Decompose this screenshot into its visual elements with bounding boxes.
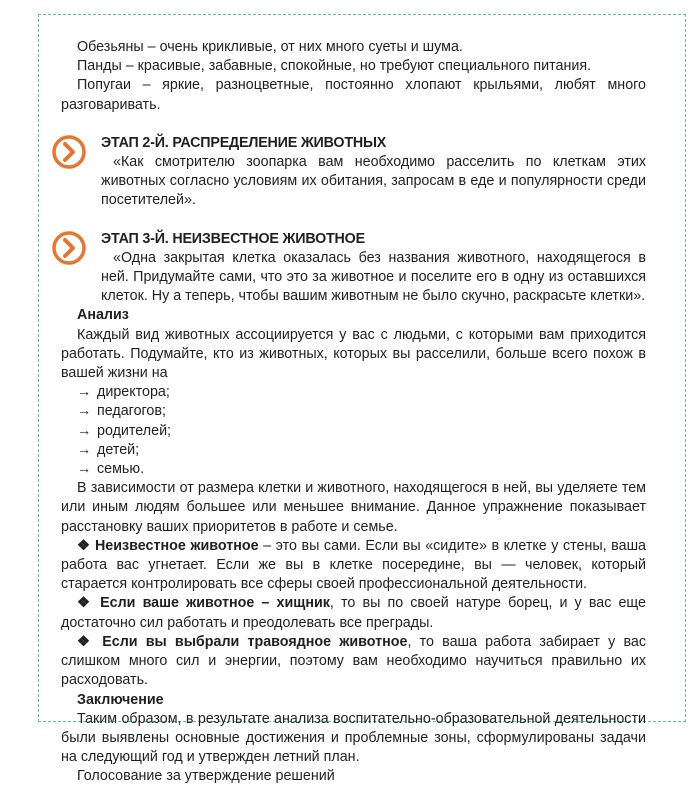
arrow-right-icon: → xyxy=(77,384,92,401)
diamond-bullet-icon: ❖ xyxy=(77,595,93,612)
stage-3-title: ЭТАП 3-Й. НЕИЗВЕСТНОЕ ЖИВОТНОЕ xyxy=(101,230,365,247)
analysis-list xyxy=(61,383,646,479)
intro-line-pandas: Панды – красивые, забавные, спокойные, но требуют специального питания. xyxy=(77,58,592,75)
list-item: → педагогов; xyxy=(77,402,646,421)
stage-2-text: «Как смотрителю зоопарка вам необходимо расселить по клеткам этих животных согласно условиям их обитания, запросам в еде и популярности среди посетителей». xyxy=(101,154,646,209)
chevron-right-circle-icon xyxy=(51,230,87,266)
document-body xyxy=(61,38,646,787)
conclusion-heading: Заключение xyxy=(77,691,164,708)
list-item: → директора; xyxy=(77,383,646,402)
analysis-after: В зависимости от размера клетки и животного, находящегося в ней, вы уделяете тем или иным людям большее или меньшее внимание. Данное упражнение показывает расстановку ваших приоритетов в работе и семье. xyxy=(61,480,646,535)
diamond-bullet-icon: ❖ xyxy=(77,633,95,650)
bullet-herbivore: ❖ Если вы выбрали травоядное животное, то ваша работа забирает у вас слишком много сил и энергии, поэтому вам необходимо научиться правильно их расходовать. xyxy=(61,633,646,689)
arrow-right-icon: → xyxy=(77,422,92,439)
diamond-bullet-icon: ❖ xyxy=(77,537,91,554)
chevron-right-circle-icon xyxy=(51,134,87,170)
bullet-predator: ❖ Если ваше животное – хищник, то вы по своей натуре борец, и у вас еще достаточно сил работать и преодолевать все преграды. xyxy=(61,595,646,631)
list-item: → детей; xyxy=(77,441,646,460)
list-item: → родителей; xyxy=(77,422,646,441)
intro-line-monkeys: Обезьяны – очень крикливые, от них много суеты и шума. xyxy=(77,39,463,55)
arrow-right-icon: → xyxy=(77,461,92,478)
stage-2-title: ЭТАП 2-Й. РАСПРЕДЕЛЕНИЕ ЖИВОТНЫХ xyxy=(101,134,387,151)
stage-3-section xyxy=(61,230,646,307)
conclusion-vote: Голосование за утверждение решений xyxy=(77,768,335,785)
intro-line-parrots: Попугаи – яркие, разноцветные, постоянно хлопают крыльями, любят много разговаривать. xyxy=(61,77,646,113)
stage-3-text: «Одна закрытая клетка оказалась без названия животного, находящегося в ней. Придумайте сами, что это за животное и поселите его в одну из оставшихся клеток. Ну а теперь, чтобы вашим животным не было скучно, раскрасьте клетки». xyxy=(101,249,646,305)
conclusion-text: Таким образом, в результате анализа воспитательно-образовательной деятельности были выявлены основные достижения и проблемные зоны, сформулированы задачи на следующий год и утвержден летний план. xyxy=(61,710,646,766)
bullet-unknown-animal: ❖ Неизвестное животное – это вы сами. Если вы «сидите» в клетке у стены, ваша работа вас угнетает. Если же вы в клетке посередине, вы — человек, который старается контролировать все сферы своей профессиональной деятельности. xyxy=(61,537,646,593)
analysis-heading: Анализ xyxy=(77,307,129,324)
list-item: → семью. xyxy=(77,460,646,479)
arrow-right-icon: → xyxy=(77,441,92,458)
arrow-right-icon: → xyxy=(77,403,92,420)
analysis-intro: Каждый вид животных ассоциируется у вас с людьми, с которыми вам приходится работать. Подумайте, кто из животных, которых вы расселили, больше всего похож в вашей жизни на xyxy=(61,326,646,382)
stage-2-section xyxy=(61,134,646,211)
